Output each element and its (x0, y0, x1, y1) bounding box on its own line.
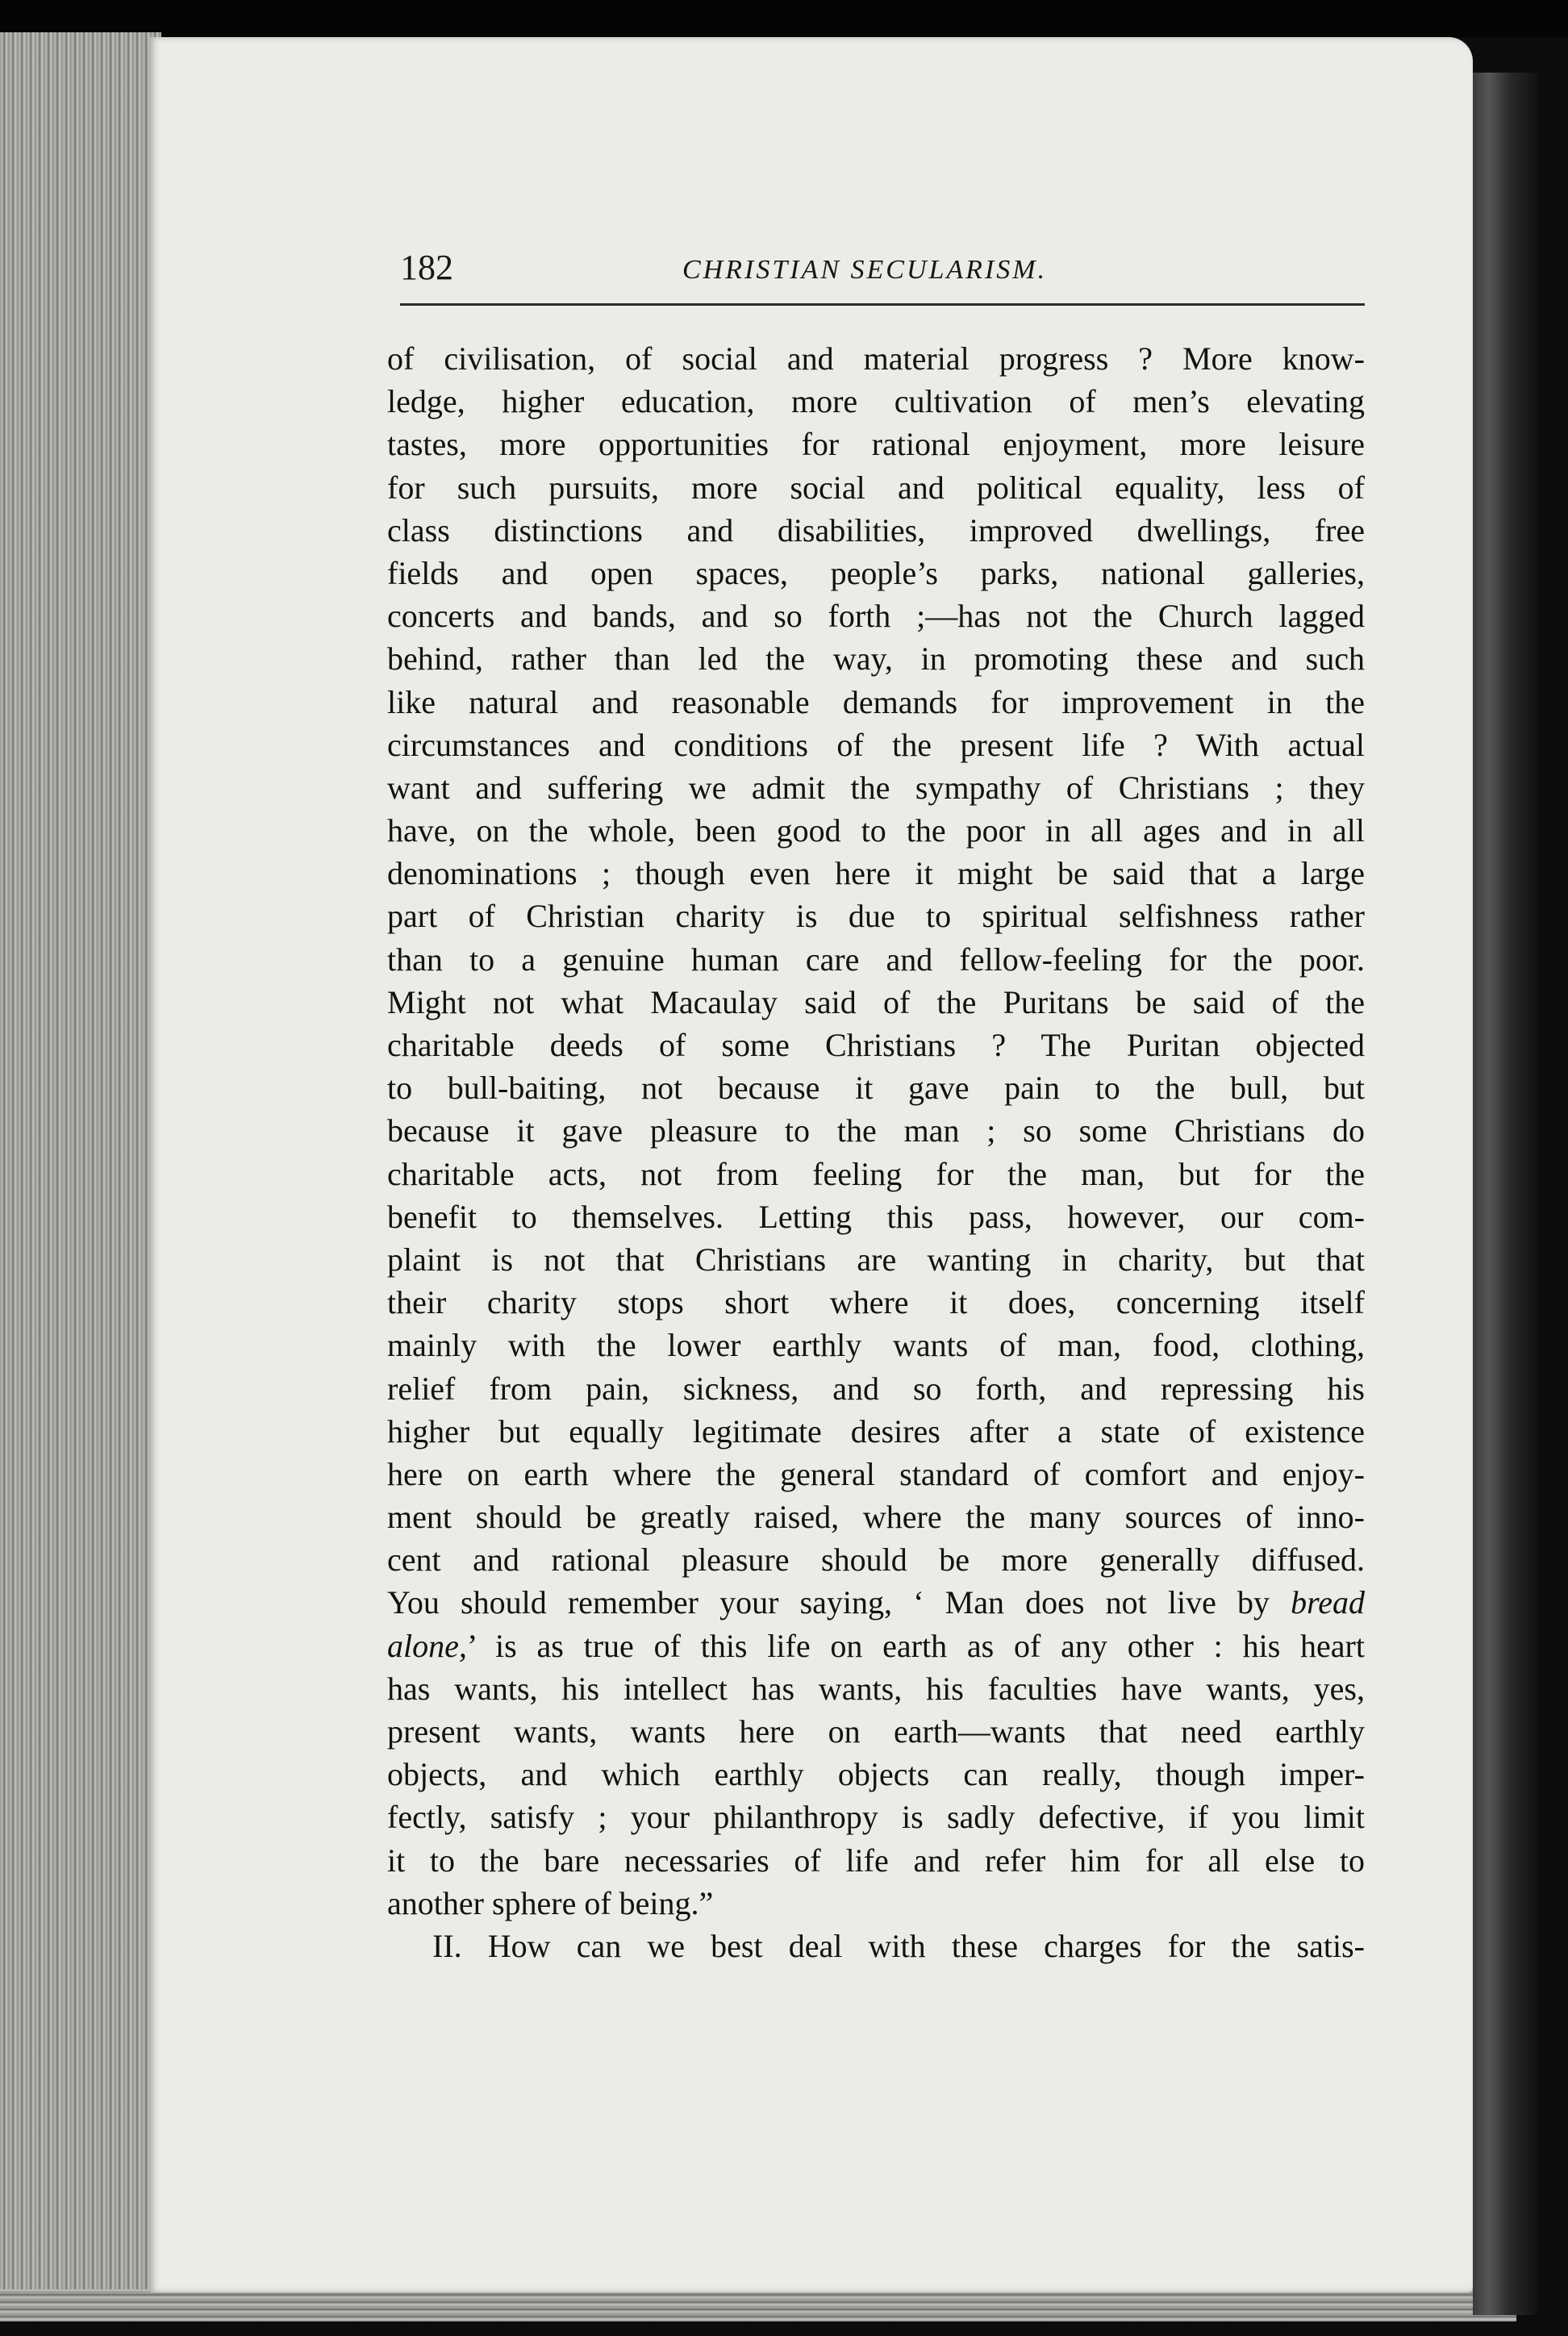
text-line: has wants, his intellect has wants, his faculties have wants, yes, (387, 1670, 1365, 1707)
running-head: CHRISTIAN SECULARISM. (682, 255, 1048, 285)
text-line: to bull-baiting, not because it gave pain to the bull, but (387, 1070, 1365, 1107)
text-line: class distinctions and disabilities, improved dwellings, free (387, 511, 1365, 549)
page-header (400, 244, 1365, 306)
text-line: part of Christian charity is due to spiritual selfishness rather (387, 898, 1365, 935)
book-page-edges-left (0, 32, 161, 2291)
text-line: benefit to themselves. Letting this pass, however, our com- (387, 1198, 1365, 1235)
text-line: charitable acts, not from feeling for the man, but for the (387, 1155, 1365, 1192)
text-line-mixed (387, 1581, 1365, 1624)
text-segment: ’ is as true of this life on earth as of any other : his heart (466, 1627, 1365, 1664)
text-line: charitable deeds of some Christians ? The Puritan objected (387, 1027, 1365, 1063)
italic-text: alone, (387, 1627, 467, 1664)
text-line: want and suffering we admit the sympathy of Christians ; they (387, 769, 1365, 806)
text-line: have, on the whole, been good to the poor in all ages and in all (387, 812, 1365, 849)
text-line: higher but equally legitimate desires after a state of existence (387, 1412, 1365, 1450)
text-line: relief from pain, sickness, and so forth, and repressing his (387, 1370, 1365, 1407)
text-line: fields and open spaces, people’s parks, national galleries, (387, 554, 1365, 591)
text-line: mainly with the lower earthly wants of man, food, clothing, (387, 1327, 1365, 1364)
text-line: denominations ; though even here it might be said that a large (387, 855, 1365, 892)
text-line: ment should be greatly raised, where the many sources of inno- (387, 1499, 1365, 1536)
scan-top-border (0, 0, 1568, 37)
text-line: their charity stops short where it does, concerning itself (387, 1284, 1365, 1321)
text-line: circumstances and conditions of the present life ? With actual (387, 726, 1365, 763)
text-line: Might not what Macaulay said of the Puritans be said of the (387, 983, 1365, 1020)
text-line: than to a genuine human care and fellow-feeling for the poor. (387, 941, 1365, 978)
text-line: objects, and which earthly objects can really, though imper- (387, 1756, 1365, 1793)
text-segment: You should remember your saying, ‘ Man does not live by (387, 1584, 1291, 1621)
page-number: 182 (400, 248, 453, 287)
book-cover-edge-right (1473, 73, 1537, 2315)
book-page-edges-bottom (0, 2289, 1516, 2321)
text-line: ledge, higher education, more cultivation of men’s elevating (387, 383, 1365, 420)
text-line: for such pursuits, more social and political equality, less of (387, 469, 1365, 506)
text-line: concerts and bands, and so forth ;—has not the Church lagged (387, 598, 1365, 635)
text-line: present wants, wants here on earth—wants that need earthly (387, 1713, 1365, 1750)
text-line: because it gave pleasure to the man ; so some Christians do (387, 1112, 1365, 1149)
text-line: cent and rational pleasure should be more generally diffused. (387, 1541, 1365, 1579)
text-line: of civilisation, of social and material progress ? More know- (387, 340, 1365, 377)
body-text (387, 337, 1365, 1967)
text-line: it to the bare necessaries of life and refer him for all else to (387, 1842, 1365, 1879)
text-line: plaint is not that Christians are wanting in charity, but that (387, 1241, 1365, 1278)
text-line: behind, rather than led the way, in promoting these and such (387, 640, 1365, 678)
text-line: like natural and reasonable demands for improvement in the (387, 683, 1365, 720)
text-line: here on earth where the general standard of comfort and enjoy- (387, 1455, 1365, 1492)
italic-text: bread (1291, 1584, 1365, 1621)
paragraph-end-line: another sphere of being.” (387, 1884, 714, 1921)
next-paragraph-line: II. How can we best deal with these charges for the satis- (432, 1927, 1365, 1964)
text-line: tastes, more opportunities for rational enjoyment, more leisure (387, 426, 1365, 463)
text-line-mixed (387, 1625, 1365, 1667)
text-line: fectly, satisfy ; your philanthropy is sadly defective, if you limit (387, 1799, 1365, 1836)
